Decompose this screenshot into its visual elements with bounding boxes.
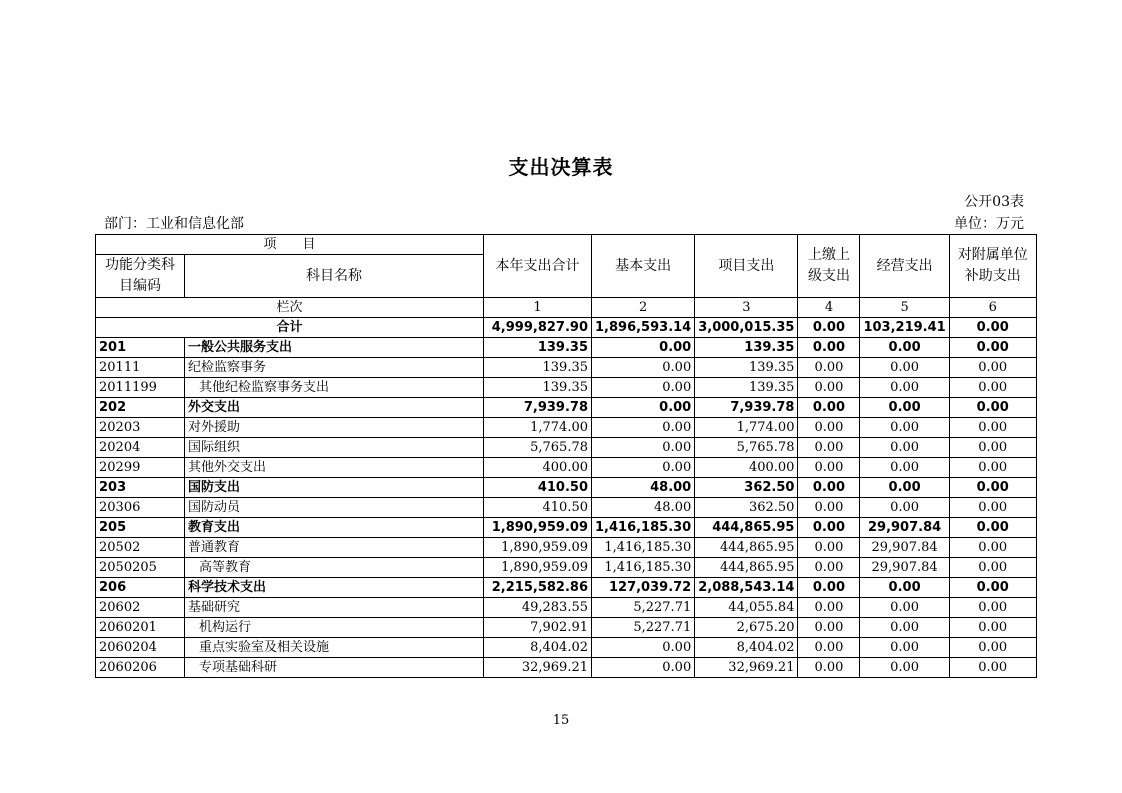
row-value: 0.00: [949, 538, 1036, 558]
col-number: 1: [484, 298, 592, 318]
row-code: 20111: [96, 358, 185, 378]
row-value: 1,890,959.09: [484, 558, 592, 578]
row-value: 0.00: [860, 378, 949, 398]
row-value: 0.00: [592, 418, 695, 438]
row-value: 0.00: [798, 478, 860, 498]
row-value: 1,416,185.30: [592, 558, 695, 578]
row-name: 机构运行: [185, 618, 484, 638]
row-value: 0.00: [860, 598, 949, 618]
row-value: 0.00: [798, 438, 860, 458]
row-code: 2060206: [96, 658, 185, 678]
row-value: 0.00: [860, 338, 949, 358]
row-value: 1,774.00: [695, 418, 798, 438]
header-col-1: 本年支出合计: [484, 235, 592, 298]
table-row: [96, 638, 1037, 658]
table-row: [96, 378, 1037, 398]
table-row: [96, 438, 1037, 458]
row-value: 44,055.84: [695, 598, 798, 618]
row-value: 48.00: [592, 478, 695, 498]
row-name: 科学技术支出: [185, 578, 484, 598]
table-row: [96, 598, 1037, 618]
row-value: 0.00: [949, 438, 1036, 458]
table-row: [96, 418, 1037, 438]
row-value: 0.00: [798, 558, 860, 578]
row-value: 0.00: [798, 618, 860, 638]
row-value: 1,890,959.09: [484, 538, 592, 558]
row-value: 0.00: [860, 578, 949, 598]
row-value: 400.00: [484, 458, 592, 478]
row-value: 0.00: [798, 538, 860, 558]
row-value: 0.00: [860, 358, 949, 378]
row-code: 20306: [96, 498, 185, 518]
table-row: [96, 618, 1037, 638]
row-value: 0.00: [949, 578, 1036, 598]
col-number: 2: [592, 298, 695, 318]
header-col-2: 基本支出: [592, 235, 695, 298]
row-value: 0.00: [798, 378, 860, 398]
col-number: 6: [949, 298, 1036, 318]
row-code: 201: [96, 338, 185, 358]
table-row: [96, 578, 1037, 598]
row-value: 0.00: [949, 478, 1036, 498]
total-row: [96, 318, 1037, 338]
unit-label: 单位：万元: [954, 216, 1024, 232]
row-name: 重点实验室及相关设施: [185, 638, 484, 658]
row-value: 0.00: [949, 618, 1036, 638]
row-code: 2060201: [96, 618, 185, 638]
row-value: 139.35: [484, 358, 592, 378]
row-value: 2,215,582.86: [484, 578, 592, 598]
row-value: 0.00: [592, 638, 695, 658]
header-col-4: 上缴上级支出: [798, 235, 860, 298]
row-value: 0.00: [592, 438, 695, 458]
row-value: 0.00: [860, 438, 949, 458]
row-value: 0.00: [860, 478, 949, 498]
row-value: 29,907.84: [860, 538, 949, 558]
row-value: 0.00: [592, 358, 695, 378]
table-row: [96, 358, 1037, 378]
header-col-3: 项目支出: [695, 235, 798, 298]
row-value: 0.00: [798, 518, 860, 538]
row-value: 139.35: [695, 378, 798, 398]
row-value: 0.00: [798, 398, 860, 418]
row-name: 基础研究: [185, 598, 484, 618]
row-value: 0.00: [860, 498, 949, 518]
row-value: 1,416,185.30: [592, 538, 695, 558]
row-value: 5,765.78: [484, 438, 592, 458]
row-value: 0.00: [798, 418, 860, 438]
row-value: 410.50: [484, 498, 592, 518]
total-cell: 0.00: [798, 318, 860, 338]
row-value: 0.00: [798, 638, 860, 658]
row-value: 1,774.00: [484, 418, 592, 438]
table-row: [96, 538, 1037, 558]
row-code: 202: [96, 398, 185, 418]
col-number: 5: [860, 298, 949, 318]
row-value: 8,404.02: [484, 638, 592, 658]
row-name: 教育支出: [185, 518, 484, 538]
total-label: 合计: [96, 318, 484, 338]
row-name: 专项基础科研: [185, 658, 484, 678]
row-value: 32,969.21: [695, 658, 798, 678]
row-name: 国防动员: [185, 498, 484, 518]
table-row: [96, 518, 1037, 538]
row-value: 362.50: [695, 478, 798, 498]
col-number: 4: [798, 298, 860, 318]
row-value: 2,088,543.14: [695, 578, 798, 598]
row-value: 0.00: [798, 498, 860, 518]
row-name: 高等教育: [185, 558, 484, 578]
row-value: 49,283.55: [484, 598, 592, 618]
row-value: 0.00: [592, 378, 695, 398]
row-value: 0.00: [860, 398, 949, 418]
row-value: 444,865.95: [695, 518, 798, 538]
row-name: 国防支出: [185, 478, 484, 498]
row-value: 7,902.91: [484, 618, 592, 638]
row-name: 普通教育: [185, 538, 484, 558]
row-value: 0.00: [798, 338, 860, 358]
row-value: 0.00: [592, 398, 695, 418]
row-code: 206: [96, 578, 185, 598]
row-value: 0.00: [949, 398, 1036, 418]
total-cell: 1,896,593.14: [592, 318, 695, 338]
table-row: [96, 338, 1037, 358]
row-value: 139.35: [484, 378, 592, 398]
row-value: 0.00: [860, 418, 949, 438]
row-name: 其他纪检监察事务支出: [185, 378, 484, 398]
row-value: 5,227.71: [592, 618, 695, 638]
row-value: 400.00: [695, 458, 798, 478]
row-value: 444,865.95: [695, 538, 798, 558]
row-value: 127,039.72: [592, 578, 695, 598]
total-cell: 3,000,015.35: [695, 318, 798, 338]
row-code: 20602: [96, 598, 185, 618]
row-value: 0.00: [949, 338, 1036, 358]
total-cell: 103,219.41: [860, 318, 949, 338]
row-name: 对外援助: [185, 418, 484, 438]
row-value: 7,939.78: [695, 398, 798, 418]
row-value: 0.00: [949, 458, 1036, 478]
row-value: 0.00: [798, 458, 860, 478]
row-name: 纪检监察事务: [185, 358, 484, 378]
row-value: 139.35: [484, 338, 592, 358]
row-code: 2060204: [96, 638, 185, 658]
page-title: 支出决算表: [508, 155, 614, 179]
table-row: [96, 558, 1037, 578]
header-name: 科目名称: [185, 255, 484, 298]
row-value: 0.00: [860, 618, 949, 638]
total-cell: 4,999,827.90: [484, 318, 592, 338]
row-code: 20203: [96, 418, 185, 438]
header-col-6: 对附属单位补助支出: [949, 235, 1036, 298]
row-value: 0.00: [949, 518, 1036, 538]
header-item: 项 目: [96, 235, 484, 255]
row-value: 0.00: [949, 498, 1036, 518]
row-value: 0.00: [860, 458, 949, 478]
row-value: 5,227.71: [592, 598, 695, 618]
header-code: 功能分类科目编码: [96, 255, 185, 298]
table-row: [96, 478, 1037, 498]
table-row: [96, 458, 1037, 478]
row-value: 48.00: [592, 498, 695, 518]
row-value: 0.00: [798, 578, 860, 598]
row-value: 0.00: [949, 658, 1036, 678]
table-row: [96, 498, 1037, 518]
row-code: 203: [96, 478, 185, 498]
row-value: 7,939.78: [484, 398, 592, 418]
row-value: 0.00: [949, 558, 1036, 578]
row-code: 2050205: [96, 558, 185, 578]
row-value: 0.00: [860, 638, 949, 658]
row-code: 205: [96, 518, 185, 538]
row-code: 20502: [96, 538, 185, 558]
row-value: 1,416,185.30: [592, 518, 695, 538]
row-value: 0.00: [949, 638, 1036, 658]
row-value: 0.00: [798, 658, 860, 678]
row-value: 0.00: [949, 358, 1036, 378]
row-value: 0.00: [592, 658, 695, 678]
row-name: 一般公共服务支出: [185, 338, 484, 358]
row-value: 410.50: [484, 478, 592, 498]
row-value: 139.35: [695, 338, 798, 358]
row-value: 1,890,959.09: [484, 518, 592, 538]
total-cell: 0.00: [949, 318, 1036, 338]
expenditure-table: [95, 234, 1037, 678]
row-value: 362.50: [695, 498, 798, 518]
row-value: 139.35: [695, 358, 798, 378]
form-number: 公开03表: [964, 194, 1024, 210]
row-value: 0.00: [592, 458, 695, 478]
row-value: 5,765.78: [695, 438, 798, 458]
row-code: 20204: [96, 438, 185, 458]
row-code: 20299: [96, 458, 185, 478]
table-row: [96, 398, 1037, 418]
row-name: 国际组织: [185, 438, 484, 458]
header-lanci: 栏次: [96, 298, 484, 318]
row-value: 32,969.21: [484, 658, 592, 678]
col-number: 3: [695, 298, 798, 318]
row-value: 0.00: [860, 658, 949, 678]
table-row: [96, 658, 1037, 678]
row-name: 其他外交支出: [185, 458, 484, 478]
row-value: 0.00: [592, 338, 695, 358]
row-value: 0.00: [798, 358, 860, 378]
row-value: 444,865.95: [695, 558, 798, 578]
row-value: 2,675.20: [695, 618, 798, 638]
page-number: 15: [552, 713, 570, 728]
row-code: 2011199: [96, 378, 185, 398]
row-name: 外交支出: [185, 398, 484, 418]
row-value: 29,907.84: [860, 558, 949, 578]
department-label: 部门：工业和信息化部: [104, 216, 244, 232]
row-value: 29,907.84: [860, 518, 949, 538]
row-value: 0.00: [949, 598, 1036, 618]
row-value: 8,404.02: [695, 638, 798, 658]
header-col-5: 经营支出: [860, 235, 949, 298]
row-value: 0.00: [949, 418, 1036, 438]
row-value: 0.00: [949, 378, 1036, 398]
row-value: 0.00: [798, 598, 860, 618]
